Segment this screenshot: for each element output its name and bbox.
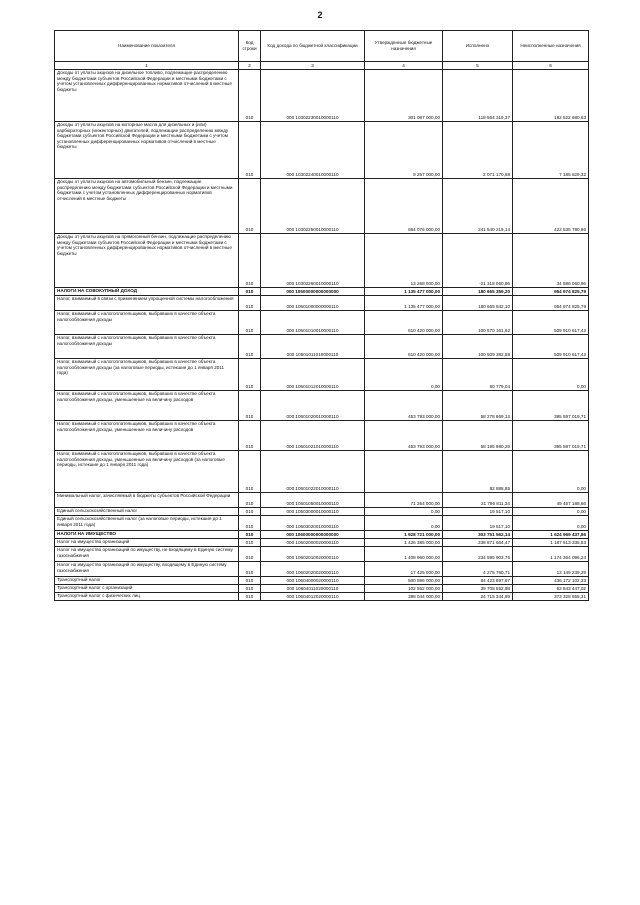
row-unexecuted: 373 328 655,31 (513, 593, 589, 601)
column-number: 4 (365, 62, 443, 70)
row-unexecuted: 49 467 188,66 (513, 493, 589, 508)
row-unexecuted: 34 586 060,96 (513, 234, 589, 288)
column-number-row (55, 62, 589, 70)
row-executed: 60 779,04 (443, 359, 513, 391)
row-executed: 4 275 760,71 (443, 562, 513, 577)
row-unexecuted: 509 910 617,42 (513, 311, 589, 335)
row-code: 010 (239, 70, 261, 122)
row-kbk: 000 10501011010000110 (261, 335, 365, 359)
row-kbk: 000 10602010020000110 (261, 547, 365, 562)
row-executed: 19 517,10 (443, 508, 513, 516)
row-code: 010 (239, 562, 261, 577)
row-executed: 180 665 842,10 (443, 296, 513, 311)
row-code: 010 (239, 179, 261, 234)
row-name: Налог, взимаемый с налогоплательщиков, выбравших в качестве объекта налогообложения доходы (55, 311, 239, 335)
row-kbk: 000 10501022010000110 (261, 451, 365, 493)
row-code: 010 (239, 593, 261, 601)
row-name: Налог, взимаемый в связи с применением упрощенной системы налогообложения (55, 296, 239, 311)
table-row (55, 451, 589, 493)
row-name: Единый сельскохозяйственный налог (за налоговые периоды, истекшие до 1 января 2011 года) (55, 516, 239, 531)
row-name: Транспортный налог с физических лиц (55, 593, 239, 601)
row-kbk: 000 10602020020000110 (261, 562, 365, 577)
row-code: 010 (239, 359, 261, 391)
table-row (55, 359, 589, 391)
row-executed: 238 871 664,47 (443, 539, 513, 547)
row-name: НАЛОГИ НА СОВОКУПНЫЙ ДОХОД (55, 288, 239, 296)
row-name: Налог, взимаемый с налогоплательщиков, выбравших в качестве объекта налогообложения доходы (за налоговые периоды, истекшие до 1 января 2011 года) (55, 359, 239, 391)
row-unexecuted: 509 910 617,42 (513, 335, 589, 359)
header-name: Наименование показателя (55, 31, 239, 62)
row-kbk: 000 10501050010000110 (261, 493, 365, 508)
table-row (55, 288, 589, 296)
row-unexecuted: 182 522 680,63 (513, 70, 589, 122)
table-row (55, 547, 589, 562)
row-name: Доходы от уплаты акцизов на автомобильный бензин, подлежащие распределению между бюджетами субъектов Российской Федерации и местными бюджетами с учетом установленных дифференцированных нормативов отчислений в местные бюджеты (55, 179, 239, 234)
row-unexecuted: 0,00 (513, 359, 589, 391)
row-name: Доходы от уплаты акцизов на моторные масла для дизельных и (или) карбюраторных (инжекторных) двигателей, подлежащие распределению между бюджетами субъектов Российской Федерации и местными бюджетами с учетом установленных дифференцированных нормативов отчислений в местные бюджеты (55, 122, 239, 179)
table-row (55, 335, 589, 359)
row-approved: 0,00 (365, 508, 443, 516)
row-approved: 1 135 477 000,00 (365, 296, 443, 311)
row-kbk: 000 10302230010000110 (261, 70, 365, 122)
table-row (55, 562, 589, 577)
row-approved: 13 268 000,00 (365, 234, 443, 288)
row-code: 010 (239, 539, 261, 547)
row-code: 010 (239, 421, 261, 451)
row-kbk: 000 10602000020000110 (261, 539, 365, 547)
row-kbk: 000 10501010010000110 (261, 311, 365, 335)
row-code: 010 (239, 391, 261, 421)
table-row (55, 539, 589, 547)
table-row (55, 516, 589, 531)
table-row (55, 577, 589, 585)
row-kbk: 000 10501012010000110 (261, 359, 365, 391)
row-approved: 1 426 385 000,00 (365, 539, 443, 547)
row-executed: 58 195 980,29 (443, 421, 513, 451)
row-approved: 453 793 000,00 (365, 421, 443, 451)
page-number: 2 (317, 10, 323, 20)
row-unexecuted: 7 185 829,32 (513, 122, 589, 179)
row-code: 010 (239, 311, 261, 335)
row-executed: 100 570 161,62 (443, 311, 513, 335)
row-approved: 664 076 000,00 (365, 179, 443, 234)
row-name: Налог на имущество организаций (55, 539, 239, 547)
row-approved: 1 408 960 000,00 (365, 547, 443, 562)
row-executed: 19 517,10 (443, 516, 513, 531)
row-executed: 241 540 219,14 (443, 179, 513, 234)
row-executed: 24 715 344,69 (443, 593, 513, 601)
header-kbk: Код дохода по бюджетной классификации (261, 31, 365, 62)
row-approved: 453 793 000,00 (365, 391, 443, 421)
column-number: 5 (443, 62, 513, 70)
table-row (55, 391, 589, 421)
header-row (55, 31, 589, 62)
row-kbk: 000 10604000020000110 (261, 577, 365, 585)
row-approved: 610 420 000,00 (365, 335, 443, 359)
row-unexecuted: 954 974 825,79 (513, 288, 589, 296)
row-kbk: 000 10302240010000110 (261, 122, 365, 179)
row-unexecuted: 395 597 019,71 (513, 421, 589, 451)
row-approved: 71 264 000,00 (365, 493, 443, 508)
table-row (55, 70, 589, 122)
row-code: 010 (239, 234, 261, 288)
row-approved: 0,00 (365, 359, 443, 391)
row-unexecuted: 0,00 (513, 451, 589, 493)
row-name: Налог, взимаемый с налогоплательщиков, выбравших в качестве объекта налогообложения доходы, уменьшенные на величину расходов (55, 421, 239, 451)
row-name: Транспортный налог (55, 577, 239, 585)
column-number: 1 (55, 62, 239, 70)
row-unexecuted: 1 624 969 437,86 (513, 531, 589, 539)
column-number: 2 (239, 62, 261, 70)
table-row (55, 296, 589, 311)
row-kbk: 000 10302250010000110 (261, 179, 365, 234)
row-name: Налог на имущество организаций по имуществу, не входящему в Единую систему газоснабжения (55, 547, 239, 562)
row-code: 010 (239, 547, 261, 562)
column-number: 3 (261, 62, 365, 70)
row-approved: 398 044 000,00 (365, 593, 443, 601)
row-code: 010 (239, 531, 261, 539)
row-approved: 1 135 477 000,00 (365, 288, 443, 296)
row-kbk: 000 10600000000000000 (261, 531, 365, 539)
header-approved: Утвержденные бюджетные назначения (365, 31, 443, 62)
table-row (55, 421, 589, 451)
row-name: Налог, взимаемый с налогоплательщиков, выбравших в качестве объекта налогообложения доходы, уменьшенные на величину расходов (за налоговые периоды, истекшие до 1 января 2011 года) (55, 451, 239, 493)
row-name: НАЛОГИ НА ИМУЩЕСТВО (55, 531, 239, 539)
row-kbk: 000 10501000000000110 (261, 296, 365, 311)
row-unexecuted: 954 974 825,79 (513, 296, 589, 311)
table-row (55, 493, 589, 508)
row-name: Налог, взимаемый с налогоплательщиков, выбравших в качестве объекта налогообложения доходы, уменьшенные на величину расходов (55, 391, 239, 421)
row-executed: 303 751 562,14 (443, 531, 513, 539)
row-approved: 17 425 000,00 (365, 562, 443, 577)
header-unexecuted: Неисполненные назначения (513, 31, 589, 62)
row-code: 010 (239, 335, 261, 359)
row-kbk: 000 10500000000000000 (261, 288, 365, 296)
row-name: Налог, взимаемый с налогоплательщиков, выбравших в качестве объекта налогообложения доходы (55, 335, 239, 359)
table-row (55, 311, 589, 335)
row-code: 010 (239, 296, 261, 311)
row-name: Минимальный налог, зачисляемый в бюджеты субъектов Российской Федерации (55, 493, 239, 508)
row-approved (365, 451, 443, 493)
row-name: Доходы от уплаты акцизов на дизельное топливо, подлежащие распределению между бюджетами субъектов Российской Федерации и местными бюджетами с учетом установленных дифференцированных нормативов отчислений в местные бюджеты (55, 70, 239, 122)
row-executed: 82 888,85 (443, 451, 513, 493)
row-executed: 180 665 359,20 (443, 288, 513, 296)
row-executed: 58 278 869,14 (443, 391, 513, 421)
row-code: 010 (239, 122, 261, 179)
table-row (55, 122, 589, 179)
row-kbk: 000 10604011020000110 (261, 585, 365, 593)
row-unexecuted: 0,00 (513, 508, 589, 516)
row-approved: 9 257 000,00 (365, 122, 443, 179)
row-executed: 234 595 903,76 (443, 547, 513, 562)
row-unexecuted: 13 149 239,29 (513, 562, 589, 577)
row-executed: -21 318 060,96 (443, 234, 513, 288)
table-body (55, 70, 589, 601)
row-unexecuted: 0,00 (513, 516, 589, 531)
header-executed: Исполнено (443, 31, 513, 62)
row-code: 010 (239, 451, 261, 493)
row-approved: 301 087 000,00 (365, 70, 443, 122)
row-approved: 610 420 000,00 (365, 311, 443, 335)
row-executed: 100 509 382,58 (443, 335, 513, 359)
row-approved: 102 552 000,00 (365, 585, 443, 593)
row-code: 010 (239, 288, 261, 296)
row-executed: 118 564 319,37 (443, 70, 513, 122)
column-number: 6 (513, 62, 589, 70)
row-executed: 64 423 897,67 (443, 577, 513, 585)
row-unexecuted: 1 187 513 335,53 (513, 539, 589, 547)
row-code: 010 (239, 585, 261, 593)
row-approved: 500 596 000,00 (365, 577, 443, 585)
row-name: Транспортный налог с организаций (55, 585, 239, 593)
row-unexecuted: 1 174 364 096,24 (513, 547, 589, 562)
budget-revenue-table (54, 30, 589, 601)
row-name: Налог на имущество организаций по имуществу, входящему в Единую систему газоснабжения (55, 562, 239, 577)
row-unexecuted: 436 172 102,33 (513, 577, 589, 585)
header-code: Код строки (239, 31, 261, 62)
row-code: 010 (239, 516, 261, 531)
row-kbk: 000 10503000010000110 (261, 508, 365, 516)
row-code: 010 (239, 577, 261, 585)
row-name: Единый сельскохозяйственный налог (55, 508, 239, 516)
row-executed: 39 708 552,98 (443, 585, 513, 593)
row-unexecuted: 62 843 447,02 (513, 585, 589, 593)
row-approved: 0,00 (365, 516, 443, 531)
table-row (55, 508, 589, 516)
table-row (55, 179, 589, 234)
row-kbk: 000 10302260010000110 (261, 234, 365, 288)
table-row (55, 234, 589, 288)
row-executed: 2 071 170,68 (443, 122, 513, 179)
row-kbk: 000 10501020010000110 (261, 391, 365, 421)
row-name: Доходы от уплаты акцизов на прямогонный бензин, подлежащие распределению между бюджетами субъектов Российской Федерации и местными бюджетами с учетом установленных дифференцированных нормативов отчислений в местные бюджеты (55, 234, 239, 288)
row-unexecuted: 422 535 780,86 (513, 179, 589, 234)
table-row (55, 585, 589, 593)
row-kbk: 000 10503020010000110 (261, 516, 365, 531)
table-row (55, 531, 589, 539)
row-code: 010 (239, 508, 261, 516)
row-unexecuted: 395 597 019,71 (513, 391, 589, 421)
row-code: 010 (239, 493, 261, 508)
row-kbk: 000 10501021010000110 (261, 421, 365, 451)
row-executed: 21 796 811,34 (443, 493, 513, 508)
row-kbk: 000 10604012020000110 (261, 593, 365, 601)
row-approved: 1 928 721 000,00 (365, 531, 443, 539)
table-row (55, 593, 589, 601)
